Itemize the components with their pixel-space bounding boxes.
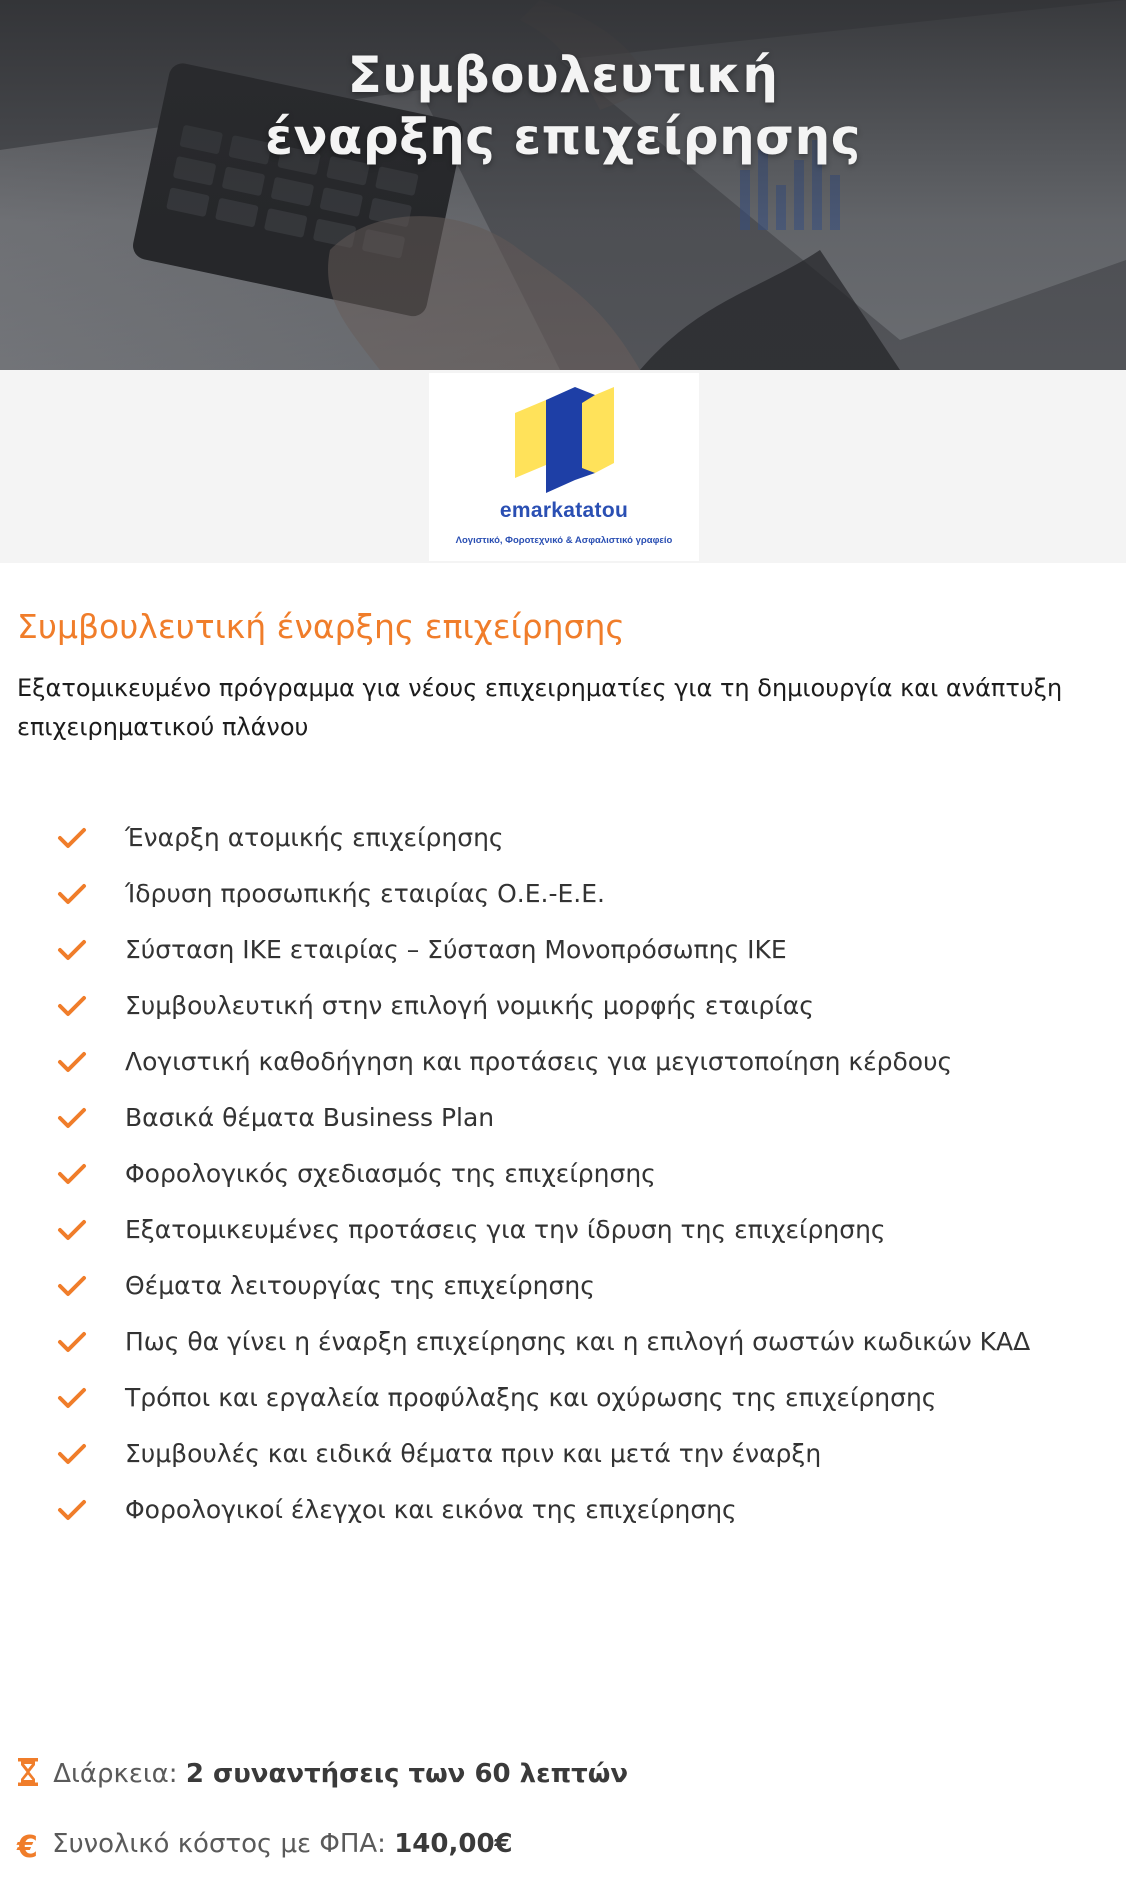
check-icon bbox=[57, 882, 87, 906]
hero-banner bbox=[0, 0, 1126, 370]
list-item bbox=[57, 922, 1117, 978]
feature-text: Ίδρυση προσωπικής εταιρίας Ο.Ε.-Ε.Ε. bbox=[125, 879, 605, 908]
logo-tagline: Λογιστικό, Φοροτεχνικό & Ασφαλιστικό γραφείο bbox=[455, 535, 673, 546]
check-icon bbox=[57, 1386, 87, 1410]
company-logo[interactable] bbox=[429, 373, 699, 561]
euro-icon: € bbox=[17, 1830, 38, 1865]
list-item bbox=[57, 1202, 1117, 1258]
check-icon bbox=[57, 1330, 87, 1354]
feature-text: Φορολογικός σχεδιασμός της επιχείρησης bbox=[125, 1159, 656, 1188]
duration-value: 2 συναντήσεις των 60 λεπτών bbox=[185, 1759, 629, 1789]
check-icon bbox=[57, 938, 87, 962]
feature-text: Έναρξη ατομικής επιχείρησης bbox=[125, 823, 504, 852]
check-icon bbox=[57, 826, 87, 850]
feature-list bbox=[57, 810, 1117, 1538]
check-icon bbox=[57, 1050, 87, 1074]
list-item bbox=[57, 1426, 1117, 1482]
course-title: Συμβουλευτική έναρξης επιχείρησης bbox=[17, 607, 625, 646]
feature-text: Λογιστική καθοδήγηση και προτάσεις για μεγιστοποίηση κέρδους bbox=[125, 1047, 953, 1076]
cost-label: Συνολικό κόστος με ΦΠΑ: bbox=[52, 1829, 386, 1859]
feature-text: Εξατομικευμένες προτάσεις για την ίδρυση της επιχείρησης bbox=[125, 1215, 886, 1244]
list-item bbox=[57, 1370, 1117, 1426]
hourglass-icon bbox=[17, 1757, 39, 1794]
feature-text: Θέματα λειτουργίας της επιχείρησης bbox=[125, 1271, 595, 1300]
check-icon bbox=[57, 1442, 87, 1466]
list-item bbox=[57, 810, 1117, 866]
course-subtitle: Εξατομικευμένο πρόγραμμα για νέους επιχειρηματίες για τη δημιουργία και ανάπτυξη επιχειρηματικού πλάνου bbox=[17, 674, 1063, 741]
list-item bbox=[57, 1482, 1117, 1538]
feature-text: Σύσταση ΙΚΕ εταιρίας – Σύσταση Μονοπρόσωπης ΙΚΕ bbox=[125, 935, 787, 964]
check-icon bbox=[57, 1106, 87, 1130]
logo-name: emarkatatou bbox=[499, 499, 629, 522]
hero-title: Συμβουλευτική έναρξης επιχείρησης bbox=[265, 46, 861, 166]
logo-mark-icon bbox=[429, 373, 699, 561]
list-item bbox=[57, 1314, 1117, 1370]
list-item bbox=[57, 978, 1117, 1034]
list-item bbox=[57, 866, 1117, 922]
feature-text: Φορολογικοί έλεγχοι και εικόνα της επιχείρησης bbox=[125, 1495, 737, 1524]
list-item bbox=[57, 1090, 1117, 1146]
list-item bbox=[57, 1034, 1117, 1090]
feature-text: Συμβουλές και ειδικά θέματα πριν και μετά την έναρξη bbox=[125, 1439, 822, 1468]
check-icon bbox=[57, 1274, 87, 1298]
course-content bbox=[17, 605, 1107, 747]
duration-row bbox=[17, 1757, 628, 1794]
cost-value: 140,00€ bbox=[394, 1829, 513, 1859]
list-item bbox=[57, 1258, 1117, 1314]
check-icon bbox=[57, 1218, 87, 1242]
feature-text: Βασικά θέματα Business Plan bbox=[125, 1103, 495, 1132]
feature-text: Τρόποι και εργαλεία προφύλαξης και οχύρωσης της επιχείρησης bbox=[125, 1383, 937, 1412]
cost-row bbox=[17, 1829, 513, 1865]
check-icon bbox=[57, 994, 87, 1018]
list-item bbox=[57, 1146, 1117, 1202]
duration-label: Διάρκεια: bbox=[53, 1759, 178, 1789]
feature-text: Συμβουλευτική στην επιλογή νομικής μορφής εταιρίας bbox=[125, 991, 814, 1020]
feature-text: Πως θα γίνει η έναρξη επιχείρησης και η επιλογή σωστών κωδικών ΚΑΔ bbox=[125, 1327, 1031, 1356]
check-icon bbox=[57, 1162, 87, 1186]
check-icon bbox=[57, 1498, 87, 1522]
